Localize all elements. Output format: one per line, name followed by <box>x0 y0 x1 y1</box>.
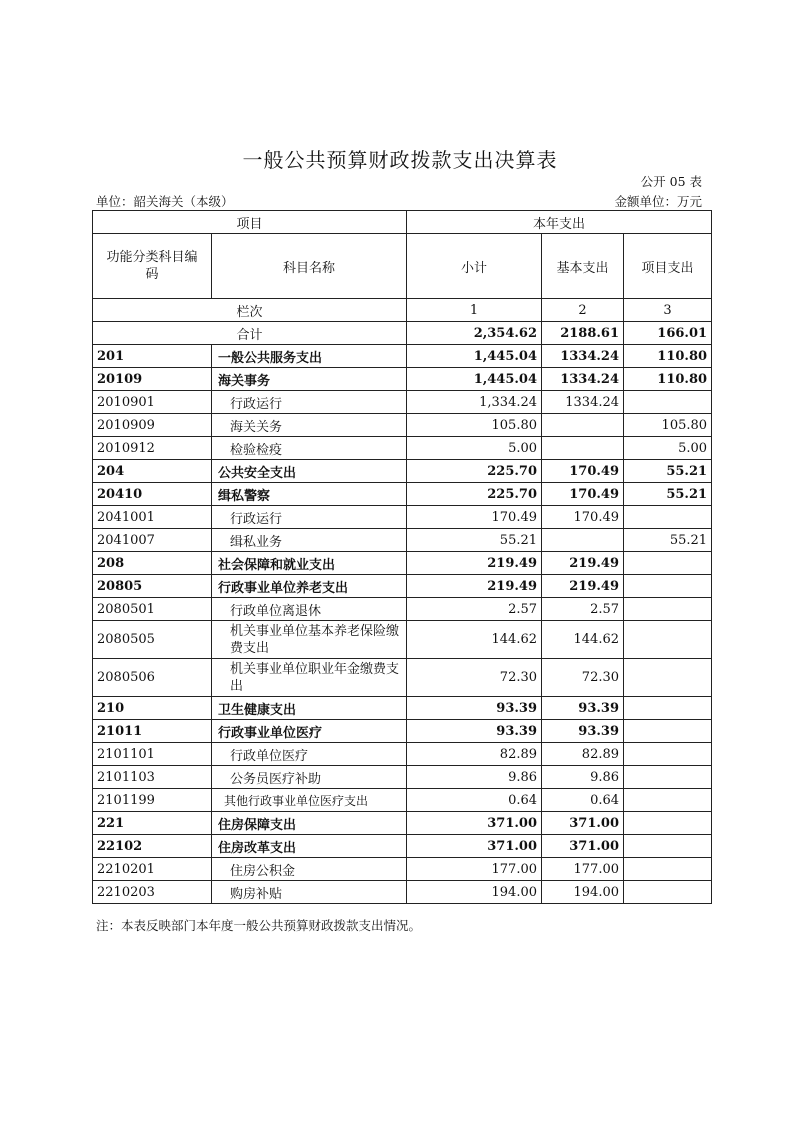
table-row <box>93 575 712 598</box>
row-basic: 93.39 <box>542 697 624 720</box>
row-code: 2101101 <box>93 743 212 766</box>
row-code: 2041007 <box>93 529 212 552</box>
row-code: 2080501 <box>93 598 212 621</box>
row-name: 住房改革支出 <box>212 835 407 858</box>
row-code: 22102 <box>93 835 212 858</box>
table-row <box>93 483 712 506</box>
row-code: 201 <box>93 345 212 368</box>
header-subject-name: 科目名称 <box>212 234 407 299</box>
table-row <box>93 391 712 414</box>
row-name: 行政事业单位养老支出 <box>212 575 407 598</box>
row-project <box>624 552 712 575</box>
row-subtotal: 1,445.04 <box>407 368 542 391</box>
row-project <box>624 659 712 697</box>
row-basic: 371.00 <box>542 812 624 835</box>
row-code: 2101103 <box>93 766 212 789</box>
row-code: 204 <box>93 460 212 483</box>
row-basic <box>542 414 624 437</box>
row-project <box>624 598 712 621</box>
table-row <box>93 621 712 659</box>
table-row <box>93 743 712 766</box>
row-code: 221 <box>93 812 212 835</box>
row-code: 2080506 <box>93 659 212 697</box>
table-row <box>93 881 712 904</box>
row-project <box>624 720 712 743</box>
row-project: 55.21 <box>624 460 712 483</box>
row-basic: 219.49 <box>542 575 624 598</box>
expenditure-table <box>92 210 712 904</box>
row-basic: 371.00 <box>542 835 624 858</box>
row-subtotal: 1,334.24 <box>407 391 542 414</box>
row-subtotal: 225.70 <box>407 460 542 483</box>
row-basic: 2.57 <box>542 598 624 621</box>
row-subtotal: 371.00 <box>407 812 542 835</box>
row-project: 55.21 <box>624 529 712 552</box>
row-name: 海关事务 <box>212 368 407 391</box>
row-project: 105.80 <box>624 414 712 437</box>
row-project <box>624 858 712 881</box>
row-name: 住房公积金 <box>212 858 407 881</box>
row-subtotal: 72.30 <box>407 659 542 697</box>
table-row <box>93 345 712 368</box>
total-subtotal: 2,354.62 <box>407 322 542 345</box>
col3: 3 <box>624 299 712 322</box>
row-code: 210 <box>93 697 212 720</box>
table-row <box>93 789 712 812</box>
footnote: 注：本表反映部门本年度一般公共预算财政拨款支出情况。 <box>96 918 422 933</box>
row-project: 110.80 <box>624 345 712 368</box>
row-project <box>624 766 712 789</box>
total-row <box>93 322 712 345</box>
row-project <box>624 697 712 720</box>
row-code: 208 <box>93 552 212 575</box>
row-code: 20410 <box>93 483 212 506</box>
row-subtotal: 177.00 <box>407 858 542 881</box>
page-title: 一般公共预算财政拨款支出决算表 <box>242 148 558 172</box>
row-project <box>624 506 712 529</box>
header-project: 项目 <box>93 211 407 234</box>
header-current-year: 本年支出 <box>407 211 712 234</box>
row-subtotal: 1,445.04 <box>407 345 542 368</box>
row-subtotal: 0.64 <box>407 789 542 812</box>
total-basic: 2188.61 <box>542 322 624 345</box>
row-name: 其他行政事业单位医疗支出 <box>212 789 407 812</box>
row-name: 机关事业单位基本养老保险缴费支出 <box>212 621 407 659</box>
row-code: 2010909 <box>93 414 212 437</box>
row-code: 2041001 <box>93 506 212 529</box>
unit-label: 单位：韶关海关（本级） <box>96 194 234 209</box>
row-name: 检验检疫 <box>212 437 407 460</box>
col1: 1 <box>407 299 542 322</box>
row-basic: 170.49 <box>542 483 624 506</box>
table-row <box>93 812 712 835</box>
row-basic: 72.30 <box>542 659 624 697</box>
row-basic: 9.86 <box>542 766 624 789</box>
table-row <box>93 460 712 483</box>
row-basic: 144.62 <box>542 621 624 659</box>
row-code: 2210201 <box>93 858 212 881</box>
row-subtotal: 105.80 <box>407 414 542 437</box>
row-project <box>624 881 712 904</box>
row-basic: 93.39 <box>542 720 624 743</box>
column-order-row <box>93 299 712 322</box>
row-basic: 177.00 <box>542 858 624 881</box>
table-row <box>93 552 712 575</box>
row-basic: 219.49 <box>542 552 624 575</box>
table-row <box>93 835 712 858</box>
table-row <box>93 766 712 789</box>
header-func-code: 功能分类科目编 码 <box>93 234 212 299</box>
row-name: 行政单位离退休 <box>212 598 407 621</box>
row-name: 海关关务 <box>212 414 407 437</box>
row-basic: 1334.24 <box>542 345 624 368</box>
row-subtotal: 219.49 <box>407 575 542 598</box>
row-name: 行政运行 <box>212 391 407 414</box>
row-project <box>624 743 712 766</box>
form-code: 公开 05 表 <box>640 174 702 189</box>
row-subtotal: 144.62 <box>407 621 542 659</box>
row-name: 行政单位医疗 <box>212 743 407 766</box>
row-subtotal: 225.70 <box>407 483 542 506</box>
row-code: 2101199 <box>93 789 212 812</box>
row-project <box>624 835 712 858</box>
row-code: 2080505 <box>93 621 212 659</box>
row-name: 公务员医疗补助 <box>212 766 407 789</box>
row-basic: 170.49 <box>542 506 624 529</box>
row-subtotal: 2.57 <box>407 598 542 621</box>
table-row <box>93 720 712 743</box>
table-row <box>93 414 712 437</box>
row-subtotal: 194.00 <box>407 881 542 904</box>
row-basic: 1334.24 <box>542 368 624 391</box>
total-label: 合计 <box>93 322 407 345</box>
row-name: 行政事业单位医疗 <box>212 720 407 743</box>
row-subtotal: 9.86 <box>407 766 542 789</box>
row-basic: 82.89 <box>542 743 624 766</box>
table-row <box>93 437 712 460</box>
header-subtotal: 小计 <box>407 234 542 299</box>
row-basic: 1334.24 <box>542 391 624 414</box>
row-name: 机关事业单位职业年金缴费支出 <box>212 659 407 697</box>
row-code: 20805 <box>93 575 212 598</box>
row-code: 2010912 <box>93 437 212 460</box>
row-code: 20109 <box>93 368 212 391</box>
row-name: 行政运行 <box>212 506 407 529</box>
row-name: 卫生健康支出 <box>212 697 407 720</box>
table-row <box>93 858 712 881</box>
row-project: 110.80 <box>624 368 712 391</box>
row-basic: 194.00 <box>542 881 624 904</box>
row-project <box>624 812 712 835</box>
table-row <box>93 697 712 720</box>
row-basic <box>542 529 624 552</box>
row-name: 缉私业务 <box>212 529 407 552</box>
row-project <box>624 391 712 414</box>
row-subtotal: 55.21 <box>407 529 542 552</box>
row-basic: 170.49 <box>542 460 624 483</box>
row-basic: 0.64 <box>542 789 624 812</box>
table-row <box>93 529 712 552</box>
row-subtotal: 219.49 <box>407 552 542 575</box>
header-row-columns <box>93 234 712 299</box>
row-code: 2210203 <box>93 881 212 904</box>
row-code: 2010901 <box>93 391 212 414</box>
table-row <box>93 598 712 621</box>
header-row-group <box>93 211 712 234</box>
row-project <box>624 621 712 659</box>
row-code: 21011 <box>93 720 212 743</box>
header-project-exp: 项目支出 <box>624 234 712 299</box>
table-row <box>93 506 712 529</box>
row-subtotal: 93.39 <box>407 697 542 720</box>
row-project: 5.00 <box>624 437 712 460</box>
row-name: 购房补贴 <box>212 881 407 904</box>
row-project <box>624 575 712 598</box>
row-name: 公共安全支出 <box>212 460 407 483</box>
row-project <box>624 789 712 812</box>
col2: 2 <box>542 299 624 322</box>
table-row <box>93 368 712 391</box>
total-project: 166.01 <box>624 322 712 345</box>
row-name: 一般公共服务支出 <box>212 345 407 368</box>
table-row <box>93 659 712 697</box>
header-basic: 基本支出 <box>542 234 624 299</box>
row-name: 社会保障和就业支出 <box>212 552 407 575</box>
column-order-label: 栏次 <box>93 299 407 322</box>
row-subtotal: 93.39 <box>407 720 542 743</box>
row-subtotal: 371.00 <box>407 835 542 858</box>
row-subtotal: 170.49 <box>407 506 542 529</box>
row-project: 55.21 <box>624 483 712 506</box>
row-basic <box>542 437 624 460</box>
row-subtotal: 5.00 <box>407 437 542 460</box>
row-subtotal: 82.89 <box>407 743 542 766</box>
row-name: 住房保障支出 <box>212 812 407 835</box>
amount-unit: 金额单位：万元 <box>614 194 702 209</box>
row-name: 缉私警察 <box>212 483 407 506</box>
